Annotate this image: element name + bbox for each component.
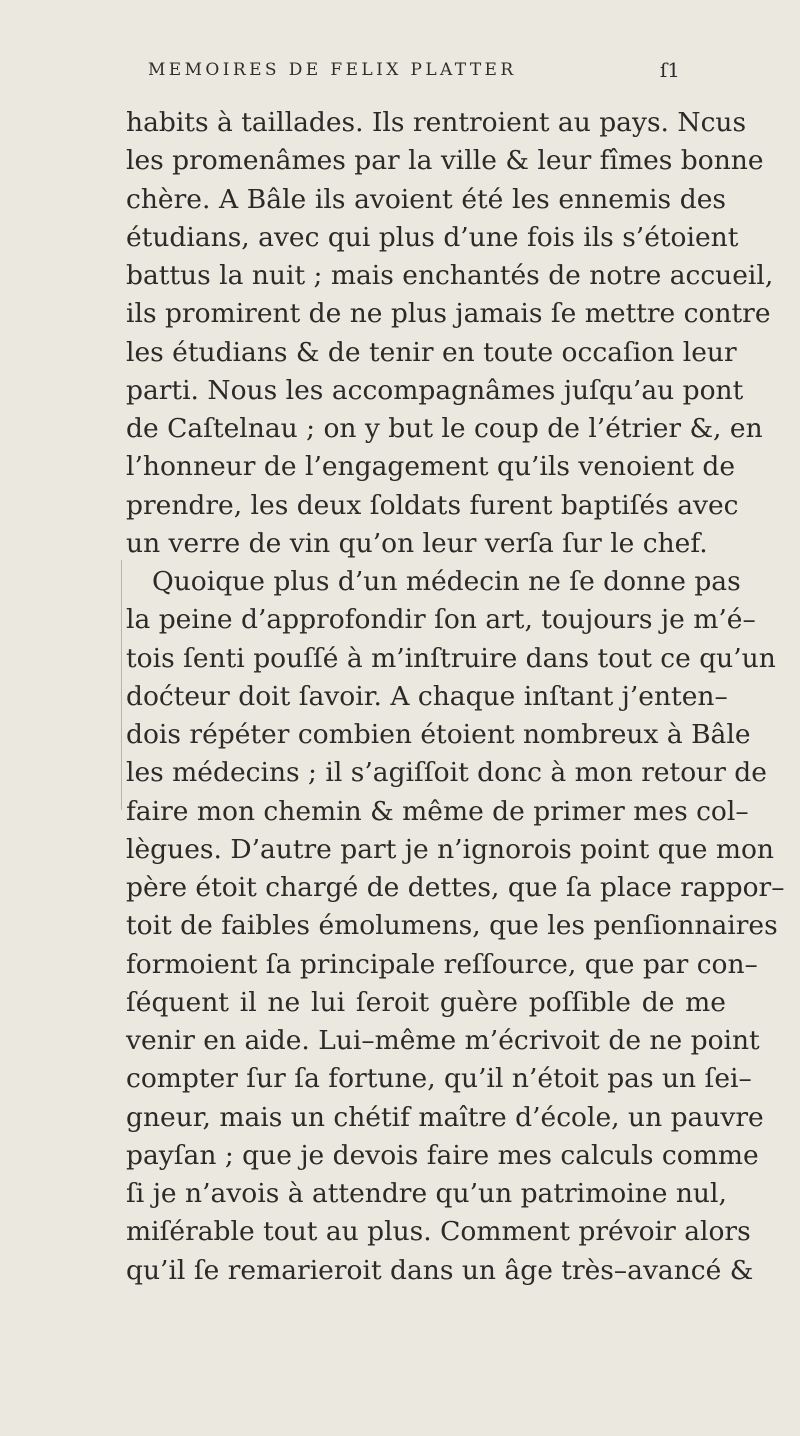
text-line: battus la nuit ; mais enchantés de notre accueil, <box>126 260 774 291</box>
running-title: MEMOIRES DE FELIX PLATTER <box>148 60 517 80</box>
text-line: lègues. D’autre part je n’ignorois point que mon <box>126 833 774 865</box>
paragraph-start-line: Quoique plus d’un médecin ne ſe donne pas <box>152 566 741 597</box>
text-line: habits à taillades. Ils rentroient au pays. Ncus <box>126 107 747 138</box>
text-line: dois répéter combien étoient nombreux à Bâle <box>126 719 751 750</box>
text-line: les étudians & de tenir en toute occaſion leur <box>126 336 737 368</box>
text-line: parti. Nous les accompagnâmes juſqu’au pont <box>126 374 744 406</box>
text-line: étudians, avec qui plus d’une fois ils s’étoient <box>126 221 739 253</box>
text-line: ſi je n’avois à attendre qu’un patrimoine nul, <box>126 1178 727 1209</box>
text-line: toit de faibles émolumens, que les penſionnaires <box>126 910 778 942</box>
text-line: père étoit chargé de dettes, que ſa place rappor– <box>126 872 785 903</box>
page-number: ſ1 <box>659 58 680 82</box>
text-line: miſérable tout au plus. Comment prévoir alors <box>126 1216 751 1248</box>
text-line: ſéquent il ne lui ſeroit guère poſſible de me <box>126 986 726 1018</box>
text-line: l’honneur de l’engagement qu’ils venoient de <box>126 451 736 483</box>
text-line: faire mon chemin & même de primer mes col– <box>126 795 749 827</box>
text-line: les médecins ; il s’agiſſoit donc à mon retour de <box>126 757 767 789</box>
text-line: ils promirent de ne plus jamais ſe mettre contre <box>126 298 771 330</box>
text-line: doćteur doit ſavoir. A chaque inſtant j’enten– <box>126 680 728 712</box>
text-line: venir en aide. Lui–même m’écrivoit de ne point <box>126 1025 760 1056</box>
text-line: compter ſur ſa fortune, qu’il n’étoit pas un ſei– <box>126 1063 752 1095</box>
text-line: de Caſtelnau ; on y but le coup de l’étrier &, en <box>126 413 763 444</box>
running-head <box>140 60 680 96</box>
body-text <box>126 104 785 1290</box>
text-line: chère. A Bâle ils avoient été les ennemis des <box>126 183 726 215</box>
text-line: qu’il ſe remarieroit dans un âge très–avancé & <box>126 1254 754 1286</box>
paragraph-end-line: un verre de vin qu’on leur verſa ſur le chef. <box>126 527 708 559</box>
gutter-shadow <box>121 560 122 810</box>
text-line: les promenâmes par la ville & leur fîmes bonne <box>126 145 764 177</box>
text-line: formoient ſa principale reſſource, que par con– <box>126 948 758 980</box>
text-line: prendre, les deux ſoldats furent baptiſés avec <box>126 489 739 521</box>
text-line: payſan ; que je devois faire mes calculs comme <box>126 1139 759 1171</box>
text-line: la peine d’approfondir ſon art, toujours je m’é– <box>126 604 756 636</box>
text-line: gneur, mais un chétif maître d’école, un pauvre <box>126 1101 764 1133</box>
text-line: tois ſenti pouſſé à m’inſtruire dans tout ce qu’un <box>126 642 776 674</box>
